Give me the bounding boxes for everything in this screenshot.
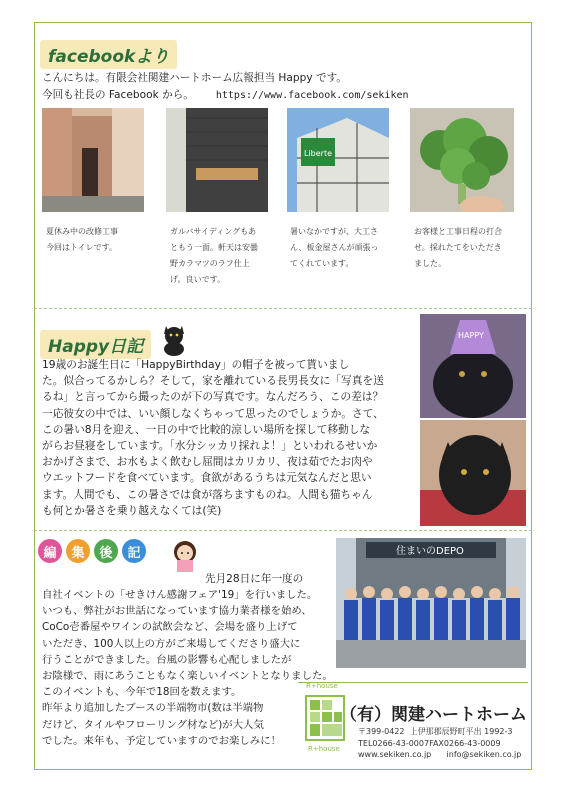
editors-note-body: 自社イベントの「せきけん感謝フェア'19」を行いました。 いつも、弊社がお世話になっています協力業者様を始め、 CoCo壱番屋やワインの試飲会など、会場を盛り上げて いただき、100人以上の方がご来場してくださり盛大に 行うことができました。台風の影響も心配しましたが お陰様で、雨にあうこともなく楽しいイベントとなりました。 このイベントも、今年で18回を数えます。 昨年より追加したブースの半端物市(数は半端物 だけど、タイルやフローリング材など)が大人気 でした。来年も、予定していますのでお楽しみに！ — [42, 589, 333, 747]
facebook-url-link[interactable]: https://www.facebook.com/sekiken — [215, 90, 409, 101]
intro-line-1: こんにちは。有限会社関建ハートホーム広報担当 Happy です。 — [42, 72, 347, 84]
toilet-renovation-photo — [42, 108, 144, 212]
facebook-section-title: facebookより — [40, 40, 177, 69]
broccoli-photo — [410, 108, 514, 212]
depo-sign-text: 住まいのDEPO — [396, 546, 464, 557]
girl-illustration — [170, 538, 200, 576]
scaffolding-photo — [287, 108, 389, 212]
hat-text: HAPPY — [458, 331, 484, 340]
company-name: （有）関建ハートホーム — [340, 705, 527, 725]
heading-char-4: 記 — [122, 539, 146, 563]
caption-scaffolding: 暑いなかですが、大工さ ん、板金屋さんが頑張っ てくれています。 — [290, 227, 379, 268]
liberte-sign-text: Liberte — [304, 149, 333, 158]
company-address: 〒399-0422 上伊那郡辰野町平出 1992-3 TEL0266-43-0007FAX0266-43-0009 www.sekiken.co.jp info@sekiken.co.jp — [358, 727, 522, 759]
rhouse-logo-label-bottom: R+house — [308, 745, 340, 753]
heading-char-1: 編 — [38, 539, 62, 563]
caption-toilet: 夏休み中の改修工事 今回はトイレです。 — [46, 227, 118, 252]
black-cat-icon — [160, 322, 188, 360]
siding-photo — [166, 108, 268, 212]
intro-line-2: 今回も社長の Facebook から。 — [42, 89, 194, 101]
editors-note-heading — [38, 539, 146, 563]
section-divider-2 — [34, 530, 532, 531]
rhouse-logo-label-top: R+house — [306, 682, 338, 690]
staff-group-photo — [336, 538, 526, 668]
heading-char-3: 後 — [94, 539, 118, 563]
cat-portrait-photo — [420, 420, 526, 526]
cat-birthday-hat-photo — [420, 314, 526, 418]
facebook-intro — [42, 70, 409, 104]
heading-char-2: 集 — [66, 539, 90, 563]
diary-body: 19歳のお誕生日に「HappyBirthday」の帽子を被って貰いまし た。似合ってるかしら？そして，家を離れている長男長女に「写真を送 るね」と言ってから撮ったのが下の写真です。なんだろう、この差は？ 一応彼女の中では、いい顔しなくちゃって思ったのでしょうか。さて、 この暑い8月を迎え、一日の中で比較的涼しい場所を探して移動しな がらお昼寝をしています。「水分シッカリ採れよ！」といわれるせいか おかげさまで、お水もよく飲むし屈間はカリカリ、夜は茹でたお肉や ウエットフードを食べています。食欲があるうちは元気なんだと思い ます。人間でも、この暑さでは食が落ちますものね。人間も猫ちゃん も何とか暑さを乗り越えなくては(笑) — [42, 358, 384, 517]
editors-note-first-line: 先月28日に年一度の — [205, 573, 304, 585]
happy-diary-title: Happy日記 — [40, 330, 151, 359]
caption-broccoli: お客様と工事日程の打合 せ。採れたてをいただき ました。 — [414, 227, 502, 268]
caption-siding: ガルバサイディングもあ ともう一面。軒天は安曇 野カラマツのラフ仕上 げ。良いです。 — [170, 227, 258, 284]
section-divider-1 — [34, 308, 532, 309]
